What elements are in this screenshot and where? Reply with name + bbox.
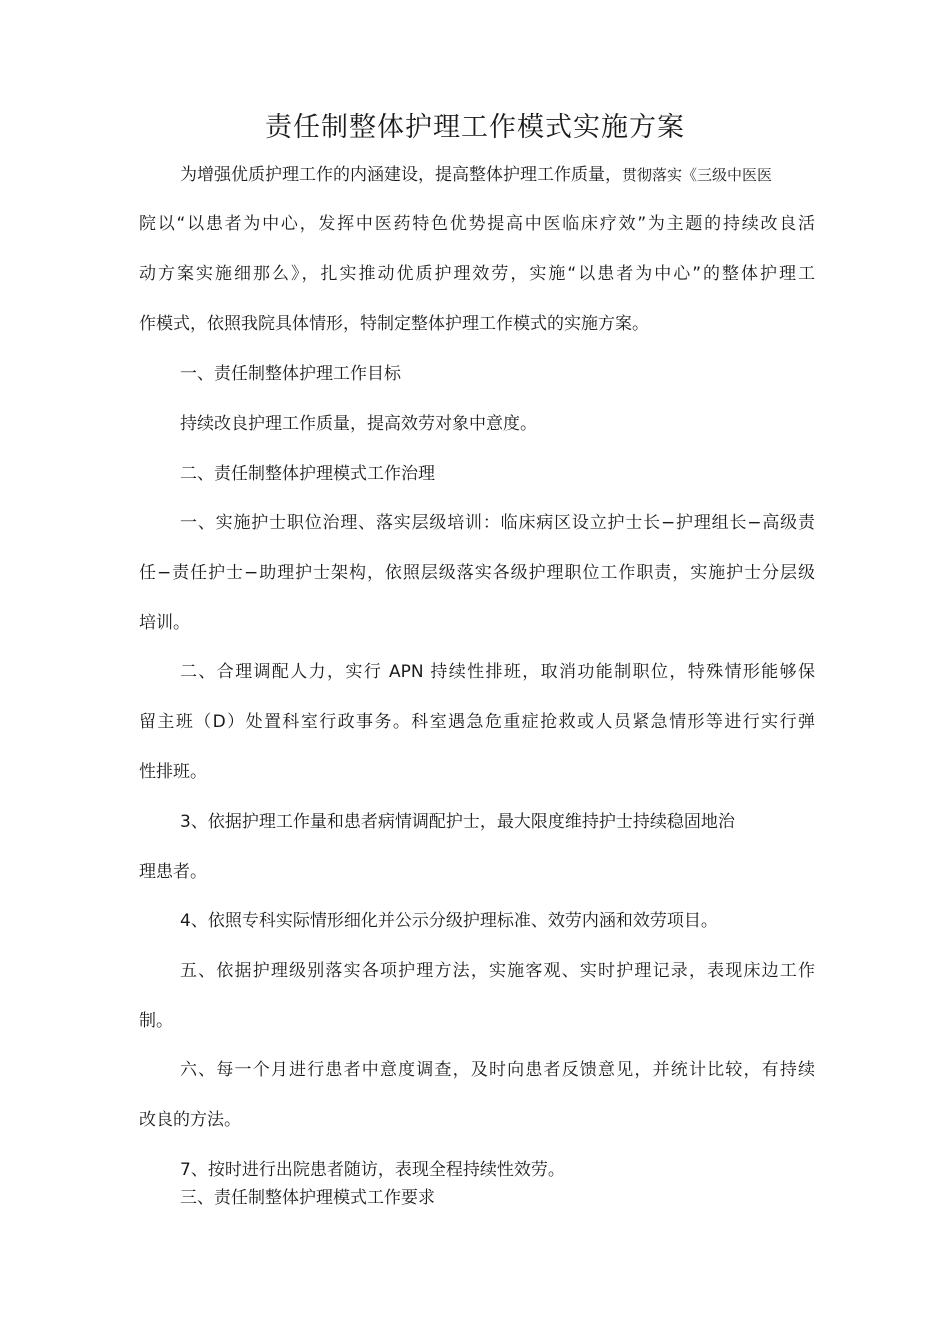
intro-line-1: [180, 162, 772, 188]
section1-heading: 一、责任制整体护理工作目标: [180, 364, 401, 384]
intro-line-1-serif: 贯彻落实《三级中医医: [622, 166, 773, 184]
item1-line-2: 任−责任护士−助理护士架构，依照层级落实各级护理职位工作职责，实施护士分层级: [139, 563, 815, 583]
item6-line-2: 改良的方法。: [139, 1110, 241, 1130]
item5-line-1: 五、依据护理级别落实各项护理方法，实施客观、实时护理记录，表现床边工作: [180, 961, 815, 981]
document-title: 责任制整体护理工作模式实施方案: [265, 112, 685, 143]
item2-line-2: 留主班（D）处置科室行政事务。科室遇急危重症抢救或人员紧急情形等进行实行弹: [139, 712, 815, 732]
item3-line-2: 理患者。: [139, 862, 207, 882]
item1-line-3: 培训。: [139, 613, 190, 633]
intro-line-3: 动方案实施细那么》，扎实推动优质护理效劳，实施“以患者为中心”的整体护理工: [139, 264, 815, 284]
item2-line-1: 二、合理调配人力，实行 APN 持续性排班，取消功能制职位，特殊情形能够保: [180, 662, 815, 682]
section3-heading: 三、责任制整体护理模式工作要求: [180, 1188, 435, 1208]
item5-line-2: 制。: [139, 1011, 173, 1031]
item3-line-1: 3、依据护理工作量和患者病情调配护士，最大限度维持护士持续稳固地治: [180, 812, 735, 832]
item4: 4、依照专科实际情形细化并公示分级护理标准、效劳内涵和效劳项目。: [180, 911, 718, 931]
intro-line-1-main: 为增强优质护理工作的内涵建设，提高整体护理工作质量，: [180, 165, 622, 185]
item2-line-3: 性排班。: [139, 762, 207, 782]
item6-line-1: 六、每一个月进行患者中意度调查，及时向患者反馈意见，并统计比较，有持续: [180, 1060, 815, 1080]
section1-body: 持续改良护理工作质量，提高效劳对象中意度。: [180, 414, 537, 434]
section2-heading: 二、责任制整体护理模式工作治理: [180, 464, 435, 484]
intro-line-4: 作模式，依照我院具体情形，特制定整体护理工作模式的实施方案。: [139, 314, 649, 334]
item7: 7、按时进行出院患者随访，表现全程持续性效劳。: [180, 1160, 565, 1180]
item1-line-1: 一、实施护士职位治理、落实层级培训：临床病区设立护士长−护理组长−高级责: [180, 513, 815, 533]
intro-line-2: 院以“以患者为中心，发挥中医药特色优势提高中医临床疗效”为主题的持续改良活: [139, 214, 815, 234]
